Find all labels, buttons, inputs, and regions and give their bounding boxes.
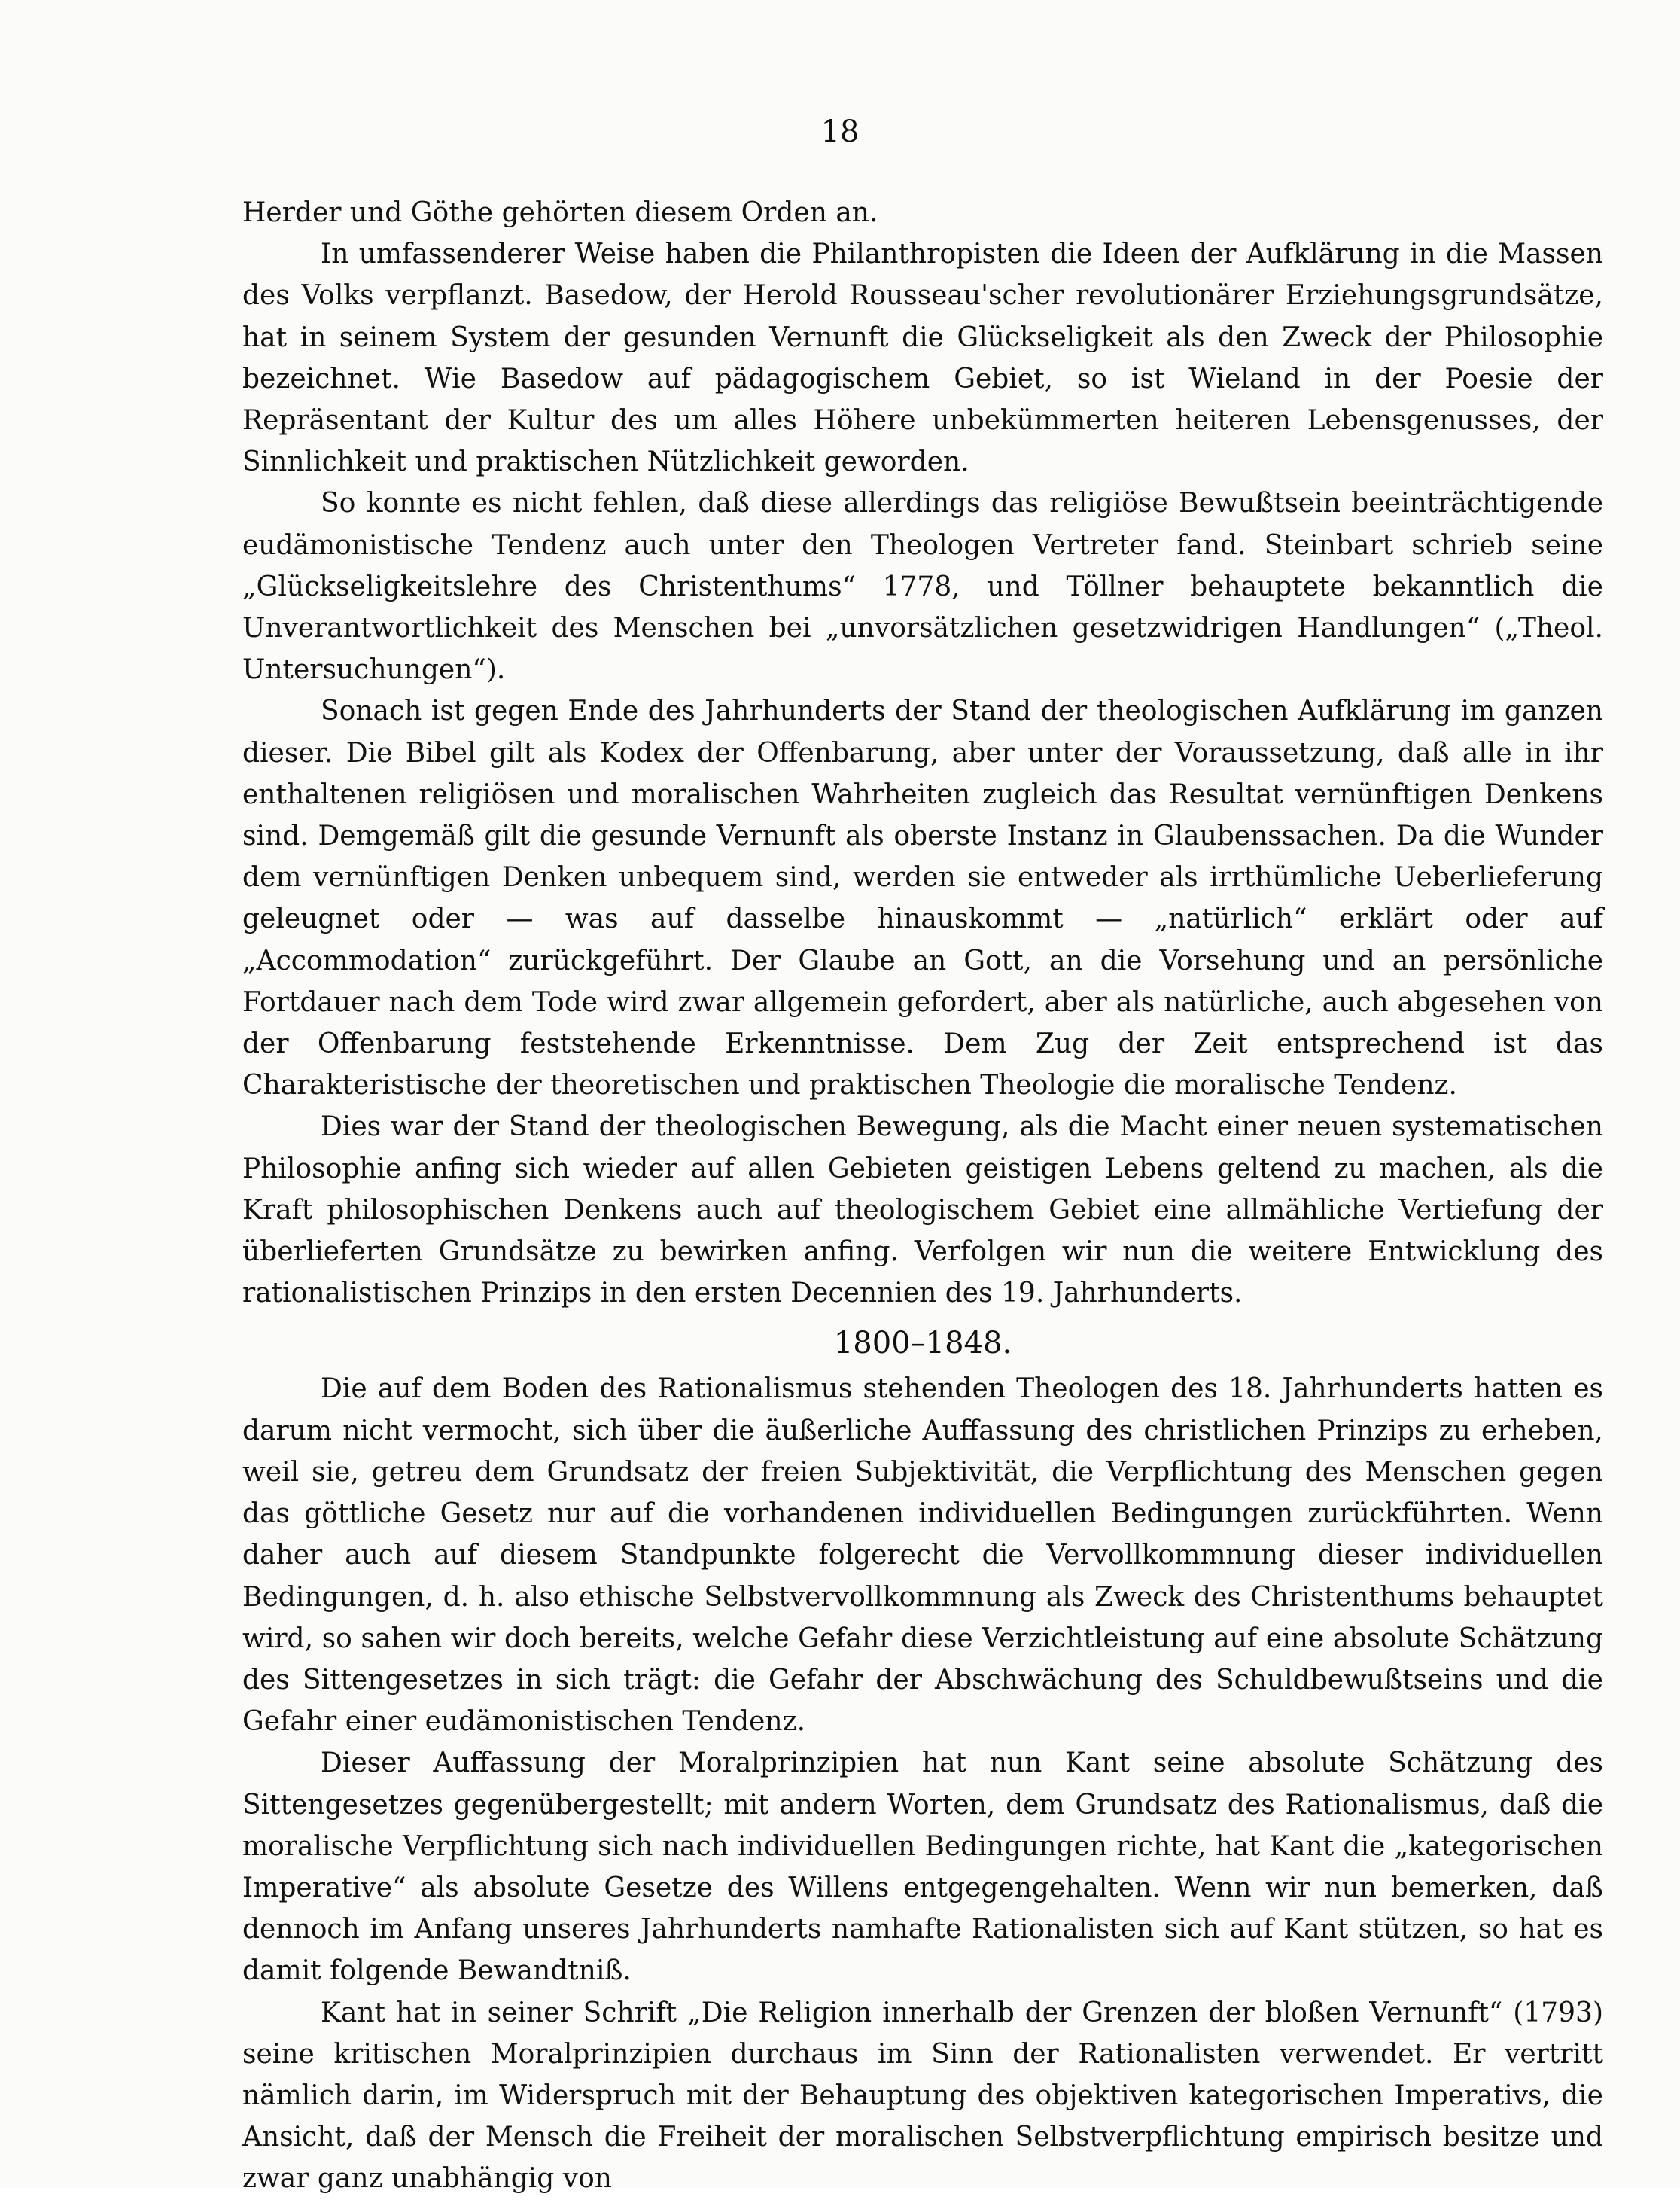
paragraph-3: So konnte es nicht fehlen, daß diese allerdings das religiöse Bewußtsein beeinträchtigende eudämonistische Tendenz auch unter den Theologen Vertreter fand. Steinbart schrieb seine „Glückseligkeitslehre des Christenthums“ 1778, und Töllner behauptete bekanntlich die Unverantwortlichkeit des Menschen bei „unvorsätzlichen gesetzwidrigen Handlungen“ („Theol. Untersuchungen“). bbox=[242, 488, 1603, 686]
paragraph-5: Dies war der Stand der theologischen Bewegung, als die Macht einer neuen systematischen Philosophie anfing sich wieder auf allen Gebieten geistigen Lebens geltend zu machen, als die Kraft philosophischen Denkens auch auf theologischem Gebiet eine allmähliche Vertiefung der überlieferten Grundsätze zu bewirken anfing. Verfolgen wir nun die weitere Entwicklung des rationalistischen Prinzips in den ersten Decennien des 19. Jahrhunderts. bbox=[242, 1111, 1603, 1309]
body-text bbox=[242, 192, 1603, 2200]
paragraph-2: In umfassenderer Weise haben die Philanthropisten die Ideen der Aufklärung in die Massen des Volks verpflanzt. Basedow, der Herold Rousseau'scher revolutionärer Erziehungsgrundsätze, hat in seinem System der gesunden Vernunft die Glückseligkeit als den Zweck der Philosophie bezeichnet. Wie Basedow auf pädagogischem Gebiet, so ist Wieland in der Poesie der Repräsentant der Kultur des um alles Höhere unbekümmerten heiteren Lebensgenusses, der Sinnlichkeit und praktischen Nützlichkeit geworden. bbox=[242, 239, 1603, 478]
paragraph-4: Sonach ist gegen Ende des Jahrhunderts der Stand der theologischen Aufklärung im ganzen dieser. Die Bibel gilt als Kodex der Offenbarung, aber unter der Voraussetzung, daß alle in ihr enthaltenen religiösen und moralischen Wahrheiten zugleich das Resultat vernünftigen Denkens sind. Demgemäß gilt die gesunde Vernunft als oberste Instanz in Glaubenssachen. Da die Wunder dem vernünftigen Denken unbequem sind, werden sie entweder als irrthümliche Ueberlieferung geleugnet oder — was auf dasselbe hinauskommt — „natürlich“ erklärt oder auf „Accommodation“ zurückgeführt. Der Glaube an Gott, an die Vorsehung und an persönliche Fortdauer nach dem Tode wird zwar allgemein gefordert, aber als natürliche, auch abgesehen von der Offenbarung feststehende Erkenntnisse. Dem Zug der Zeit entsprechend ist das Charakteristische der theoretischen und praktischen Theologie die moralische Tendenz. bbox=[242, 696, 1603, 1102]
paragraph-6: Die auf dem Boden des Rationalismus stehenden Theologen des 18. Jahrhunderts hatten es darum nicht vermocht, sich über die äußerliche Auffassung des christlichen Prinzips zu erheben, weil sie, getreu dem Grundsatz der freien Subjektivität, die Verpflichtung des Menschen gegen das göttliche Gesetz nur auf die vorhandenen individuellen Bedingungen zurückführten. Wenn daher auch auf diesem Standpunkte folgerecht die Vervollkommnung dieser individuellen Bedingungen, d. h. also ethische Selbstvervollkommnung als Zweck des Christenthums behauptet wird, so sahen wir doch bereits, welche Gefahr diese Verzichtleistung auf eine absolute Schätzung des Sittengesetzes in sich trägt: die Gefahr der Abschwächung des Schuldbewußtseins und die Gefahr einer eudämonistischen Tendenz. bbox=[242, 1373, 1603, 1738]
section-heading: 1800–1848. bbox=[833, 1326, 1012, 1361]
paragraph-8: Kant hat in seiner Schrift „Die Religion innerhalb der Grenzen der bloßen Vernunft“ (1793) seine kritischen Moralprinzipien durchaus im Sinn der Rationalisten verwendet. Er vertritt nämlich darin, im Widerspruch mit der Behauptung des objektiven kategorischen Imperativs, die Ansicht, daß der Mensch die Freiheit der moralischen Selbstverpflichtung empirisch besitze und zwar ganz unabhängig von bbox=[242, 1997, 1603, 2195]
paragraph-1: Herder und Göthe gehörten diesem Orden an. bbox=[242, 197, 878, 228]
page-number: 18 bbox=[820, 114, 860, 149]
paragraph-7: Dieser Auffassung der Moralprinzipien hat nun Kant seine absolute Schätzung des Sittengesetzes gegenübergestellt; mit andern Worten, dem Grundsatz des Rationalismus, daß die moralische Verpflichtung sich nach individuellen Bedingungen richte, hat Kant die „kategorischen Imperative“ als absolute Gesetze des Willens entgegengehalten. Wenn wir nun bemerken, daß dennoch im Anfang unseres Jahrhunderts namhafte Rationalisten sich auf Kant stützen, so hat es damit folgende Bewandtniß. bbox=[242, 1748, 1603, 1987]
